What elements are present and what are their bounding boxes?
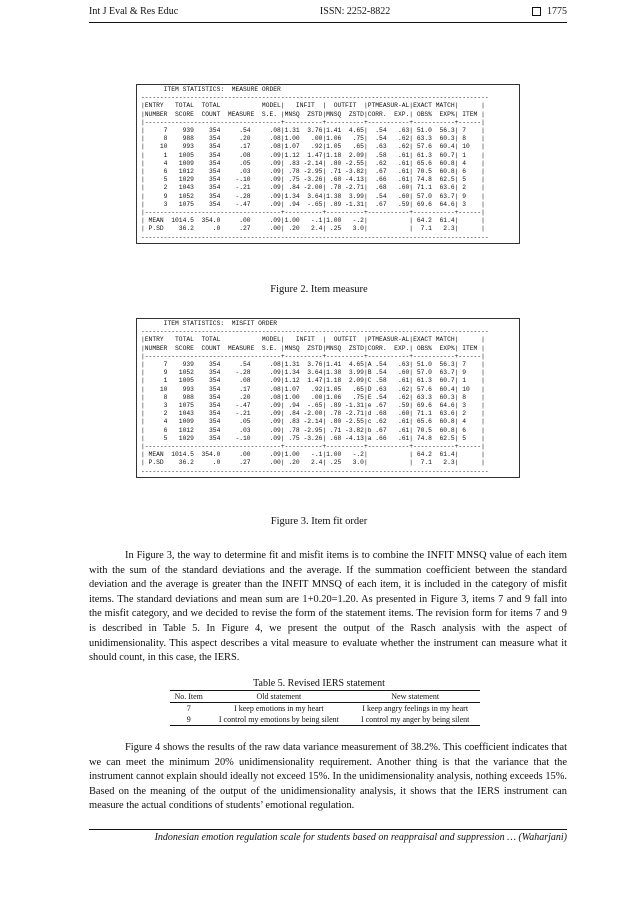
figure2-output-line: | 1 1005 354 .08 .09|1.12 1.47|1.18 2.09| .58 .61| 61.3 60.7| 1 | xyxy=(141,151,485,159)
figure2-output-line: | 6 1012 354 .03 .09| .78 -2.95| .71 -3.82| .67 .61| 70.5 60.8| 6 | xyxy=(141,168,485,176)
figure3-output-line: | 8 988 354 .20 .08|1.00 .00|1.06 .75|E .54 .62| 63.3 60.3| 8 | xyxy=(141,393,485,401)
figure3-output-line: |------------------------------------+----------+----------+-----------+-----------+------| xyxy=(141,443,485,451)
figure3-output-line: | 3 1075 354 -.47 .09| .94 -.65| .89 -1.31|e .67 .59| 69.6 64.6| 3 | xyxy=(141,402,485,410)
figure2-output-line: -------------------------------------------------------------------------------------------- xyxy=(141,233,489,241)
figure3-output-line: | 7 939 354 .54 .08|1.31 3.76|1.41 4.65|A .54 .63| 51.0 56.3| 7 | xyxy=(141,361,485,369)
table-5-title: Table 5. Revised IERS statement xyxy=(253,678,385,689)
figure3-title-line: ITEM STATISTICS: MISFIT ORDER xyxy=(141,320,278,327)
old-statement: I control my emotions by being silent xyxy=(207,714,350,726)
journal-name: Int J Eval & Res Educ xyxy=(89,6,179,17)
paragraph-1-text: In Figure 3, the way to determine fit and misfit items is to combine the INFIT MNSQ value of each item with the sum of the standard deviations and the average. If the summation coefficient between the standard deviation and the average is greater than the INFIT MNSQ of each item, it is included in the category of misfit items. The standard deviations and mean sum are 1+0.20=1.20. As presented in Figure 3, items 7 and 9 fall into the misfit category, and we decided to revise the form of the statement items. The revision form for items 7 and 9 is described in Table 5. In Figure 4, we present the output of the Rasch analysis with the aspect of unidimensionality. This aspect describes a vital measure to evaluate whether the instrument can measure what it should count, in this case, the IERS. xyxy=(89,550,567,664)
figure3-output-line: -------------------------------------------------------------------------------------------- xyxy=(141,328,489,336)
figure3-output-line: |ENTRY TOTAL TOTAL MODEL| INFIT | OUTFIT |PTMEASUR-AL|EXACT MATCH| | xyxy=(141,336,485,344)
new-statement: I keep angry feelings in my heart xyxy=(362,704,469,713)
new-statement: I control my anger by being silent xyxy=(350,714,480,726)
figure-3-caption: Figure 3. Item fit order xyxy=(270,516,368,527)
figure2-output-line: | 2 1043 354 -.21 .09| .84 -2.00| .78 -2.71| .68 .60| 71.1 63.6| 2 | xyxy=(141,184,485,192)
page-footer: Indonesian emotion regulation scale for students based on reappraisal and suppression … (Waharjani) xyxy=(154,832,567,843)
figure2-output-line: | 3 1075 354 -.47 .09| .94 -.65| .89 -1.31| .67 .59| 69.6 64.6| 3 | xyxy=(141,200,485,208)
figure3-output-line: | 6 1012 354 .03 .09| .78 -2.95| .71 -3.82|b .67 .61| 70.5 60.8| 6 | xyxy=(141,426,485,434)
figure-2-item-measure xyxy=(136,84,520,244)
page-number: 1775 xyxy=(546,6,567,17)
figure3-output-line: | 1 1005 354 .08 .09|1.12 1.47|1.18 2.09|C .58 .61| 61.3 60.7| 1 | xyxy=(141,377,485,385)
table-header-row xyxy=(170,691,480,703)
figure3-output-line: | 9 1052 354 -.28 .09|1.34 3.64|1.38 3.99|B .54 .60| 57.0 63.7| 9 | xyxy=(141,369,485,377)
figure2-output-line: | 8 988 354 .20 .08|1.00 .00|1.06 .75| .54 .62| 63.3 60.3| 8 | xyxy=(141,135,485,143)
figure2-output-line: | 4 1009 354 .05 .09| .83 -2.14| .80 -2.55| .62 .61| 65.6 60.8| 4 | xyxy=(141,159,485,167)
issn: ISSN: 2252-8822 xyxy=(319,6,391,17)
body-paragraph-2 xyxy=(89,741,567,814)
figure2-output-line: |ENTRY TOTAL TOTAL MODEL| INFIT | OUTFIT |PTMEASUR-AL|EXACT MATCH| | xyxy=(141,102,485,110)
figure2-output-line: | 10 993 354 .17 .08|1.07 .92|1.05 .65| .63 .62| 57.6 60.4| 10 | xyxy=(141,143,485,151)
table-row xyxy=(170,703,480,715)
figure3-output-line: -------------------------------------------------------------------------------------------- xyxy=(141,467,489,475)
figure2-output-line: | P.SD 36.2 .0 .27 .00| .20 2.4| .25 3.0| | 7.1 2.3| | xyxy=(141,225,485,233)
figure3-output-line: | 5 1029 354 -.10 .09| .75 -3.26| .68 -4.13|a .66 .61| 74.8 62.5| 5 | xyxy=(141,434,485,442)
figure-2-caption: Figure 2. Item measure xyxy=(270,284,368,295)
figure3-output-line: | 10 993 354 .17 .08|1.07 .92|1.05 .65|D .63 .62| 57.6 60.4| 10 | xyxy=(141,385,485,393)
header-no-item: No. Item xyxy=(170,691,207,703)
figure2-output-line: |NUMBER SCORE COUNT MEASURE S.E. |MNSQ ZSTD|MNSQ ZSTD|CORR. EXP.| OBS% EXP%| ITEM | xyxy=(141,110,485,118)
table-5-revised-statements xyxy=(170,690,480,726)
body-paragraph-1 xyxy=(89,549,567,666)
figure3-output-line: |------------------------------------+----------+----------+-----------+-----------+------| xyxy=(141,352,485,360)
figure3-output-line: | MEAN 1014.5 354.0 .00 .09|1.00 -.1|1.00 -.2| | 64.2 61.4| | xyxy=(141,451,485,459)
header-new-statement: New statement xyxy=(350,691,480,703)
paragraph-2-text: Figure 4 shows the results of the raw data variance measurement of 38.2%. This coefficient indicates that we can meet the minimum 20% unidimensionality requirement. Another thing is that the variance that the instrument cannot explain should ideally not exceed 15%. In the unidimensionality analysis, nothing exceeds 15%. Based on the meaning of the output of the unidimensionality analysis, it shows that the IERS instrument can measure the actual conditions of students’ emotional regulation. xyxy=(89,742,567,812)
figure2-output-line: | 5 1029 354 -.10 .09| .75 -3.26| .68 -4.13| .66 .61| 74.8 62.5| 5 | xyxy=(141,176,485,184)
figure3-output-line: | 2 1043 354 -.21 .09| .84 -2.00| .78 -2.71|d .68 .60| 71.1 63.6| 2 | xyxy=(141,410,485,418)
figure2-output-line: -------------------------------------------------------------------------------------------- xyxy=(141,94,489,102)
page-number-group xyxy=(532,6,567,17)
header-old-statement: Old statement xyxy=(207,691,350,703)
figure3-output-line: | 4 1009 354 .05 .09| .83 -2.14| .80 -2.55|c .62 .61| 65.6 60.8| 4 | xyxy=(141,418,485,426)
figure-2-table xyxy=(136,84,520,244)
figure-3-item-fit-order xyxy=(136,318,520,478)
item-number: 9 xyxy=(170,714,207,726)
checkbox-square-icon xyxy=(532,7,541,16)
figure3-output-line: |NUMBER SCORE COUNT MEASURE S.E. |MNSQ ZSTD|MNSQ ZSTD|CORR. EXP.| OBS% EXP%| ITEM | xyxy=(141,344,485,352)
item-number: 7 xyxy=(186,704,191,713)
figure-3-table xyxy=(136,318,520,478)
table-row xyxy=(170,714,480,726)
figure2-title-line: ITEM STATISTICS: MEASURE ORDER xyxy=(141,86,281,93)
figure2-output-line: | 7 939 354 .54 .08|1.31 3.76|1.41 4.65| .54 .63| 51.0 56.3| 7 | xyxy=(141,127,485,135)
header-divider xyxy=(89,22,567,23)
old-statement: I keep emotions in my heart xyxy=(234,704,324,713)
footer-divider xyxy=(89,829,567,830)
figure3-output-line: | P.SD 36.2 .0 .27 .00| .20 2.4| .25 3.0| | 7.1 2.3| | xyxy=(141,459,485,467)
figure2-output-line: |------------------------------------+----------+----------+-----------+-----------+------| xyxy=(141,118,485,126)
figure2-output-line: | MEAN 1014.5 354.0 .00 .09|1.00 -.1|1.00 -.2| | 64.2 61.4| | xyxy=(141,217,485,225)
figure2-output-line: |------------------------------------+----------+----------+-----------+-----------+------| xyxy=(141,209,485,217)
figure2-output-line: | 9 1052 354 -.28 .09|1.34 3.64|1.38 3.99| .54 .60| 57.0 63.7| 9 | xyxy=(141,192,485,200)
page-header xyxy=(89,6,567,17)
